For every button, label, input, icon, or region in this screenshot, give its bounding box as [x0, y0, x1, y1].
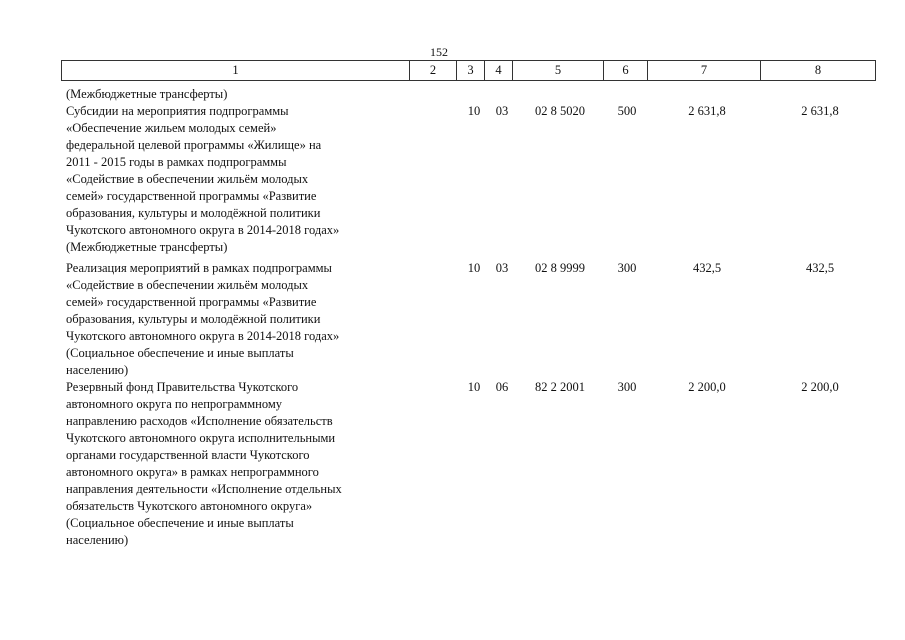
header-col-2: 2 — [410, 61, 457, 81]
row-amount-2: 432,5 — [805, 261, 835, 275]
intro-text: (Межбюджетные трансферты) — [66, 87, 228, 101]
header-col-5: 5 — [513, 61, 604, 81]
row-amount-2: 2 631,8 — [801, 104, 839, 118]
row-amount-2: 2 200,0 — [801, 380, 839, 394]
row-section: 10 — [467, 104, 481, 118]
header-col-4: 4 — [485, 61, 513, 81]
row-target-article: 02 8 9999 — [535, 261, 585, 275]
column-number-header — [61, 60, 876, 81]
row-amount-1: 2 200,0 — [688, 380, 726, 394]
header-col-1: 1 — [62, 61, 410, 81]
row-expense-type: 300 — [617, 380, 637, 394]
row-section: 10 — [467, 380, 481, 394]
row-expense-type: 300 — [617, 261, 637, 275]
header-col-7: 7 — [648, 61, 761, 81]
page-number: 152 — [430, 45, 448, 59]
row-subsection: 06 — [495, 380, 509, 394]
header-col-6: 6 — [604, 61, 648, 81]
header-col-3: 3 — [457, 61, 485, 81]
row-amount-1: 2 631,8 — [688, 104, 726, 118]
row-description: Резервный фонд Правительства Чукотского автономного округа по непрограммному направлению расходов «Исполнение обязательств Чукотского автономного округа исполнительными органами государственной власти Чукотского автономного округа» в рамках непрограммного направления деятельности «Исполнение отдельных обязательств Чукотского автономного округа» (Социальное обеспечение и иные выплаты населению) — [66, 380, 342, 547]
row-description: Реализация мероприятий в рамках подпрограммы «Содействие в обеспечении жильём молодых семей» государственной программы «Развитие образования, культуры и молодёжной политики Чукотского автономного округа в 2014-2018 годах» (Социальное обеспечение и иные выплаты населению) — [66, 261, 340, 377]
row-target-article: 82 2 2001 — [535, 380, 585, 394]
row-expense-type: 500 — [617, 104, 637, 118]
row-section: 10 — [467, 261, 481, 275]
row-description: Субсидии на мероприятия подпрограммы «Обеспечение жильем молодых семей» федеральной целевой программы «Жилище» на 2011 - 2015 годы в рамках подпрограммы «Содействие в обеспечении жильём молодых семей» государственной программы «Развитие образования, культуры и молодёжной политики Чукотского автономного округа в 2014-2018 годах» (Межбюджетные трансферты) — [66, 104, 340, 254]
header-col-8: 8 — [761, 61, 876, 81]
row-target-article: 02 8 5020 — [535, 104, 585, 118]
row-amount-1: 432,5 — [692, 261, 722, 275]
row-subsection: 03 — [495, 104, 509, 118]
row-subsection: 03 — [495, 261, 509, 275]
